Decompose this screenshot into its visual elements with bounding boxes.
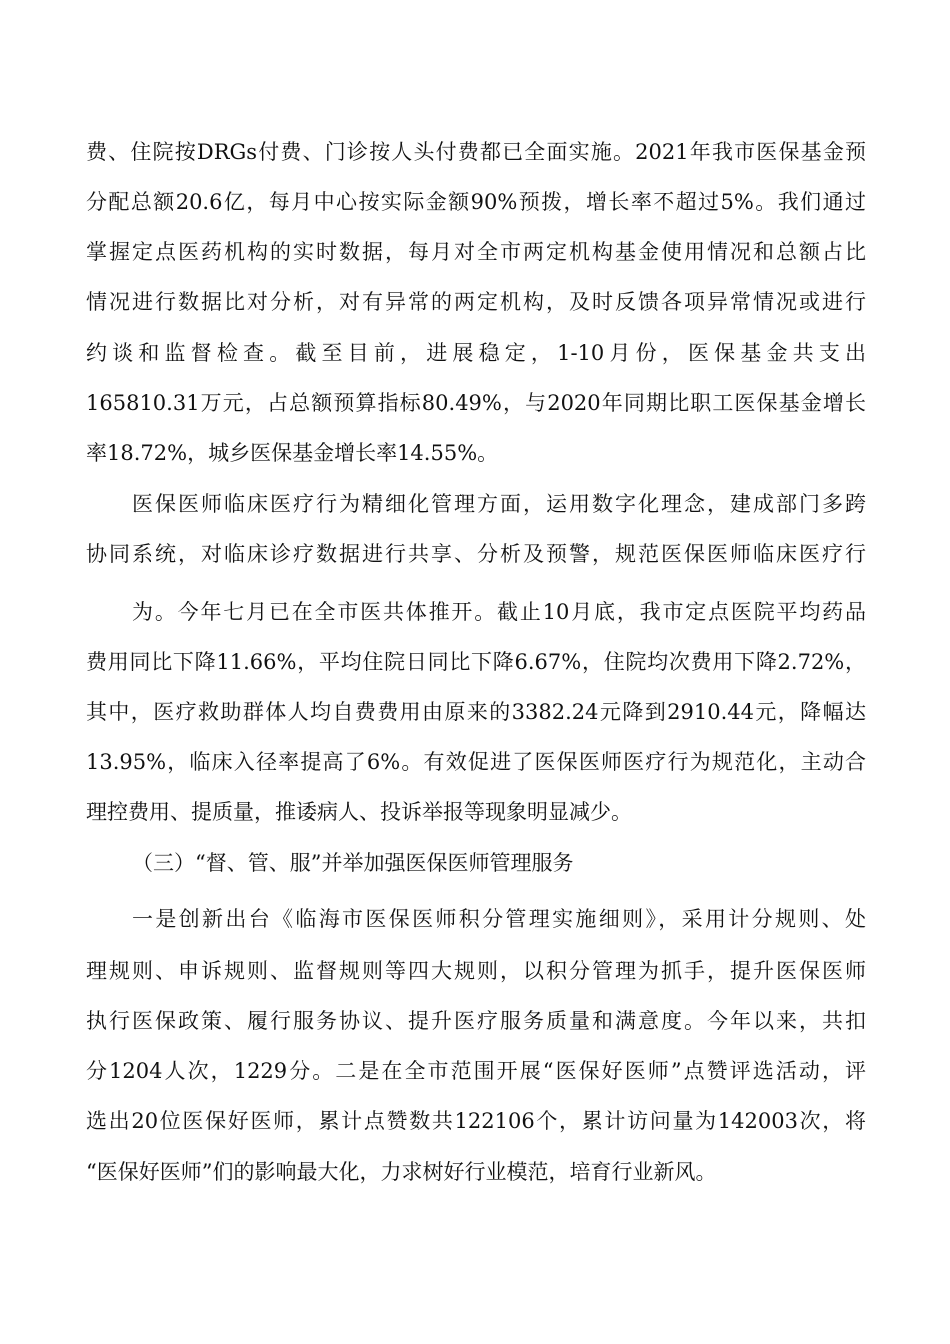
paragraph-1-line-3: 掌握定点医药机构的实时数据，每月对全市两定机构基金使用情况和总额占比 [86,240,866,264]
paragraph-3-line-2: 费用同比下降11.66%，平均住院日同比下降6.67%，住院均次费用下降2.72%， [86,650,866,674]
paragraph-4-line-1: 一是创新出台《临海市医保医师积分管理实施细则》，采用计分规则、处 [132,907,866,931]
paragraph-2-line-2: 协同系统，对临床诊疗数据进行共享、分析及预警，规范医保医师临床医疗行 [86,542,866,566]
paragraph-3-line-5: 理控费用、提质量，推诿病人、投诉举报等现象明显减少。 [86,800,632,824]
paragraph-3-line-4: 13.95%，临床入径率提高了6%。有效促进了医保医师医疗行为规范化，主动合 [86,750,866,774]
paragraph-4-line-4: 分1204人次，1229分。二是在全市范围开展“医保好医师”点赞评选活动，评 [86,1059,866,1083]
section-heading: （三）“督、管、服”并举加强医保医师管理服务 [132,851,574,875]
paragraph-2-line-1: 医保医师临床医疗行为精细化管理方面，运用数字化理念，建成部门多跨 [132,492,866,516]
paragraph-1-line-1: 费、住院按DRGs付费、门诊按人头付费都已全面实施。2021年我市医保基金预 [86,140,866,164]
paragraph-3-line-3: 其中，医疗救助群体人均自费费用由原来的3382.24元降到2910.44元，降幅达 [86,700,866,724]
paragraph-1-line-4: 情况进行数据比对分析，对有异常的两定机构，及时反馈各项异常情况或进行 [86,290,866,314]
paragraph-1-line-6: 165810.31万元，占总额预算指标80.49%，与2020年同期比职工医保基金增长 [86,391,866,415]
paragraph-4-line-2: 理规则、申诉规则、监督规则等四大规则，以积分管理为抓手，提升医保医师 [86,959,866,983]
paragraph-4-line-6: “医保好医师”们的影响最大化，力求树好行业模范，培育行业新风。 [86,1160,717,1184]
paragraph-3-line-1: 为。今年七月已在全市医共体推开。截止10月底，我市定点医院平均药品 [132,600,866,624]
paragraph-4-line-5: 选出20位医保好医师，累计点赞数共122106个，累计访问量为142003次，将 [86,1109,866,1133]
paragraph-4-line-3: 执行医保政策、履行服务协议、提升医疗服务质量和满意度。今年以来，共扣 [86,1009,866,1033]
paragraph-1-line-5: 约谈和监督检查。截至目前，进展稳定，1-10月份，医保基金共支出 [86,341,866,365]
paragraph-1-line-2: 分配总额20.6亿，每月中心按实际金额90%预拨，增长率不超过5%。我们通过 [86,190,866,214]
paragraph-1-line-7: 率18.72%，城乡医保基金增长率14.55%。 [86,441,499,465]
